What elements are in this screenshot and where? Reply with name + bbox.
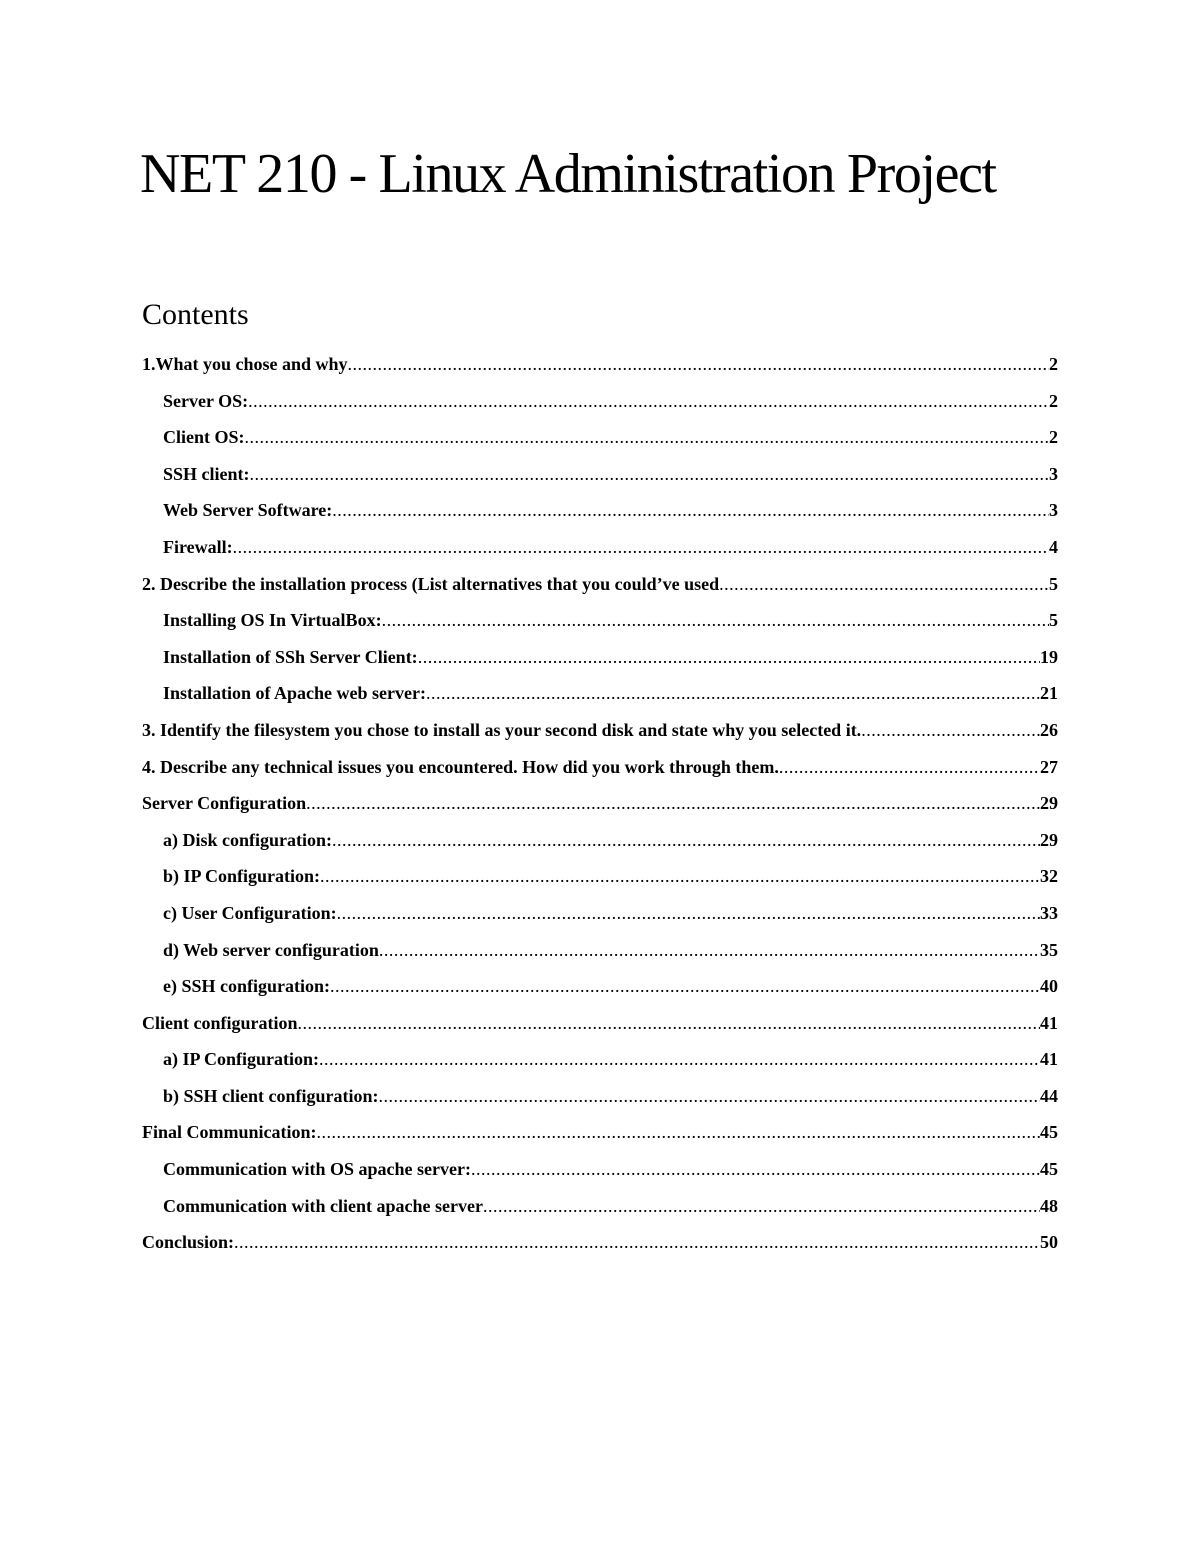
toc-entry[interactable] <box>142 529 1058 566</box>
toc-entry[interactable] <box>142 492 1058 529</box>
toc-dot-leader <box>719 566 1049 603</box>
toc-page-number: 40 <box>1040 976 1058 997</box>
toc-dot-leader <box>379 1078 1040 1115</box>
toc-entry-label: b) IP Configuration: <box>163 866 321 887</box>
toc-page-number: 48 <box>1040 1195 1058 1216</box>
toc-entry[interactable] <box>142 785 1058 822</box>
toc-page-number: 29 <box>1040 829 1058 850</box>
toc-entry[interactable] <box>142 1188 1058 1225</box>
toc-entry-label: a) Disk configuration: <box>163 829 333 850</box>
toc-entry-label: Communication with OS apache server: <box>163 1159 471 1180</box>
toc-dot-leader <box>332 492 1049 529</box>
toc-page-number: 29 <box>1040 793 1058 814</box>
toc-entry[interactable] <box>142 932 1058 969</box>
toc-entry[interactable] <box>142 419 1058 456</box>
toc-entry-label: Installation of SSh Server Client: <box>163 646 418 667</box>
toc-dot-leader <box>861 712 1040 749</box>
table-of-contents <box>142 346 1058 1261</box>
toc-page-number: 35 <box>1040 939 1058 960</box>
toc-entry[interactable] <box>142 602 1058 639</box>
toc-dot-leader <box>234 1224 1040 1261</box>
toc-entry[interactable] <box>142 968 1058 1005</box>
toc-entry[interactable] <box>142 346 1058 383</box>
toc-page-number: 19 <box>1040 646 1058 667</box>
toc-dot-leader <box>483 1188 1040 1225</box>
toc-entry[interactable] <box>142 456 1058 493</box>
toc-entry-label: Installation of Apache web server: <box>163 683 426 704</box>
toc-entry[interactable] <box>142 1114 1058 1151</box>
toc-entry-label: Server OS: <box>163 390 249 411</box>
toc-page-number: 33 <box>1040 902 1058 923</box>
toc-entry[interactable] <box>142 1078 1058 1115</box>
toc-entry-label: Communication with client apache server <box>163 1195 483 1216</box>
toc-entry[interactable] <box>142 675 1058 712</box>
toc-page-number: 2 <box>1049 427 1058 448</box>
contents-heading: Contents <box>142 298 249 331</box>
toc-dot-leader <box>418 639 1040 676</box>
toc-entry[interactable] <box>142 712 1058 749</box>
toc-entry[interactable] <box>142 639 1058 676</box>
toc-entry[interactable] <box>142 749 1058 786</box>
toc-page-number: 2 <box>1049 354 1058 374</box>
toc-entry-label: 2. Describe the installation process (List alternatives that you could’ve used <box>142 573 720 594</box>
toc-page-number: 26 <box>1040 719 1058 740</box>
toc-dot-leader <box>306 785 1040 822</box>
toc-page-number: 50 <box>1040 1232 1058 1253</box>
toc-entry-label: Web Server Software: <box>163 500 333 521</box>
toc-entry[interactable] <box>142 1005 1058 1042</box>
toc-entry[interactable] <box>142 1041 1058 1078</box>
toc-page-number: 41 <box>1040 1012 1058 1033</box>
toc-dot-leader <box>382 602 1049 639</box>
toc-entry-label: Firewall: <box>163 536 233 557</box>
toc-entry-label: 1.What you chose and why <box>142 354 348 374</box>
toc-dot-leader <box>250 456 1049 493</box>
toc-entry[interactable] <box>142 383 1058 420</box>
toc-entry[interactable] <box>142 1224 1058 1261</box>
toc-entry-label: c) User Configuration: <box>163 902 337 923</box>
toc-page-number: 41 <box>1040 1049 1058 1070</box>
toc-page-number: 3 <box>1049 463 1058 484</box>
toc-dot-leader <box>332 822 1040 859</box>
toc-page-number: 44 <box>1040 1085 1058 1106</box>
toc-entry-label: SSH client: <box>163 463 250 484</box>
toc-dot-leader <box>245 419 1049 456</box>
toc-page-number: 27 <box>1040 756 1058 777</box>
toc-dot-leader <box>317 1114 1040 1151</box>
toc-entry-label: 3. Identify the filesystem you chose to install as your second disk and state why you selected it. <box>142 719 862 740</box>
toc-page-number: 45 <box>1040 1159 1058 1180</box>
toc-dot-leader <box>248 383 1049 420</box>
toc-dot-leader <box>233 529 1049 566</box>
toc-entry-label: Client OS: <box>163 427 245 448</box>
toc-entry-label: b) SSH client configuration: <box>163 1085 379 1106</box>
toc-page-number: 4 <box>1049 536 1058 557</box>
toc-entry-label: 4. Describe any technical issues you encountered. How did you work through them. <box>142 756 779 777</box>
toc-dot-leader <box>379 932 1040 969</box>
toc-entry[interactable] <box>142 566 1058 603</box>
toc-dot-leader <box>779 749 1040 786</box>
toc-entry-label: e) SSH configuration: <box>163 976 331 997</box>
toc-page-number: 5 <box>1049 610 1058 631</box>
toc-page-number: 32 <box>1040 866 1058 887</box>
toc-dot-leader <box>471 1151 1040 1188</box>
toc-entry-label: Conclusion: <box>142 1232 235 1253</box>
toc-entry[interactable] <box>142 822 1058 859</box>
toc-dot-leader <box>337 895 1040 932</box>
toc-dot-leader <box>298 1005 1041 1042</box>
toc-entry-label: Server Configuration <box>142 793 307 814</box>
toc-entry[interactable] <box>142 895 1058 932</box>
toc-entry-label: Final Communication: <box>142 1122 317 1143</box>
toc-dot-leader <box>426 675 1040 712</box>
toc-entry[interactable] <box>142 858 1058 895</box>
toc-page-number: 45 <box>1040 1122 1058 1143</box>
toc-dot-leader <box>320 858 1040 895</box>
document-title: NET 210 - Linux Administration Project <box>140 143 996 205</box>
toc-entry-label: Client configuration <box>142 1012 298 1033</box>
toc-page-number: 2 <box>1049 390 1058 411</box>
toc-entry-label: a) IP Configuration: <box>163 1049 320 1070</box>
toc-entry-label: Installing OS In VirtualBox: <box>163 610 382 631</box>
toc-page-number: 3 <box>1049 500 1058 521</box>
toc-page-number: 21 <box>1040 683 1058 704</box>
toc-page-number: 5 <box>1049 573 1058 594</box>
toc-entry-label: d) Web server configuration <box>163 939 379 960</box>
toc-entry[interactable] <box>142 1151 1058 1188</box>
toc-dot-leader <box>319 1041 1040 1078</box>
toc-dot-leader <box>348 346 1049 383</box>
toc-dot-leader <box>330 968 1040 1005</box>
